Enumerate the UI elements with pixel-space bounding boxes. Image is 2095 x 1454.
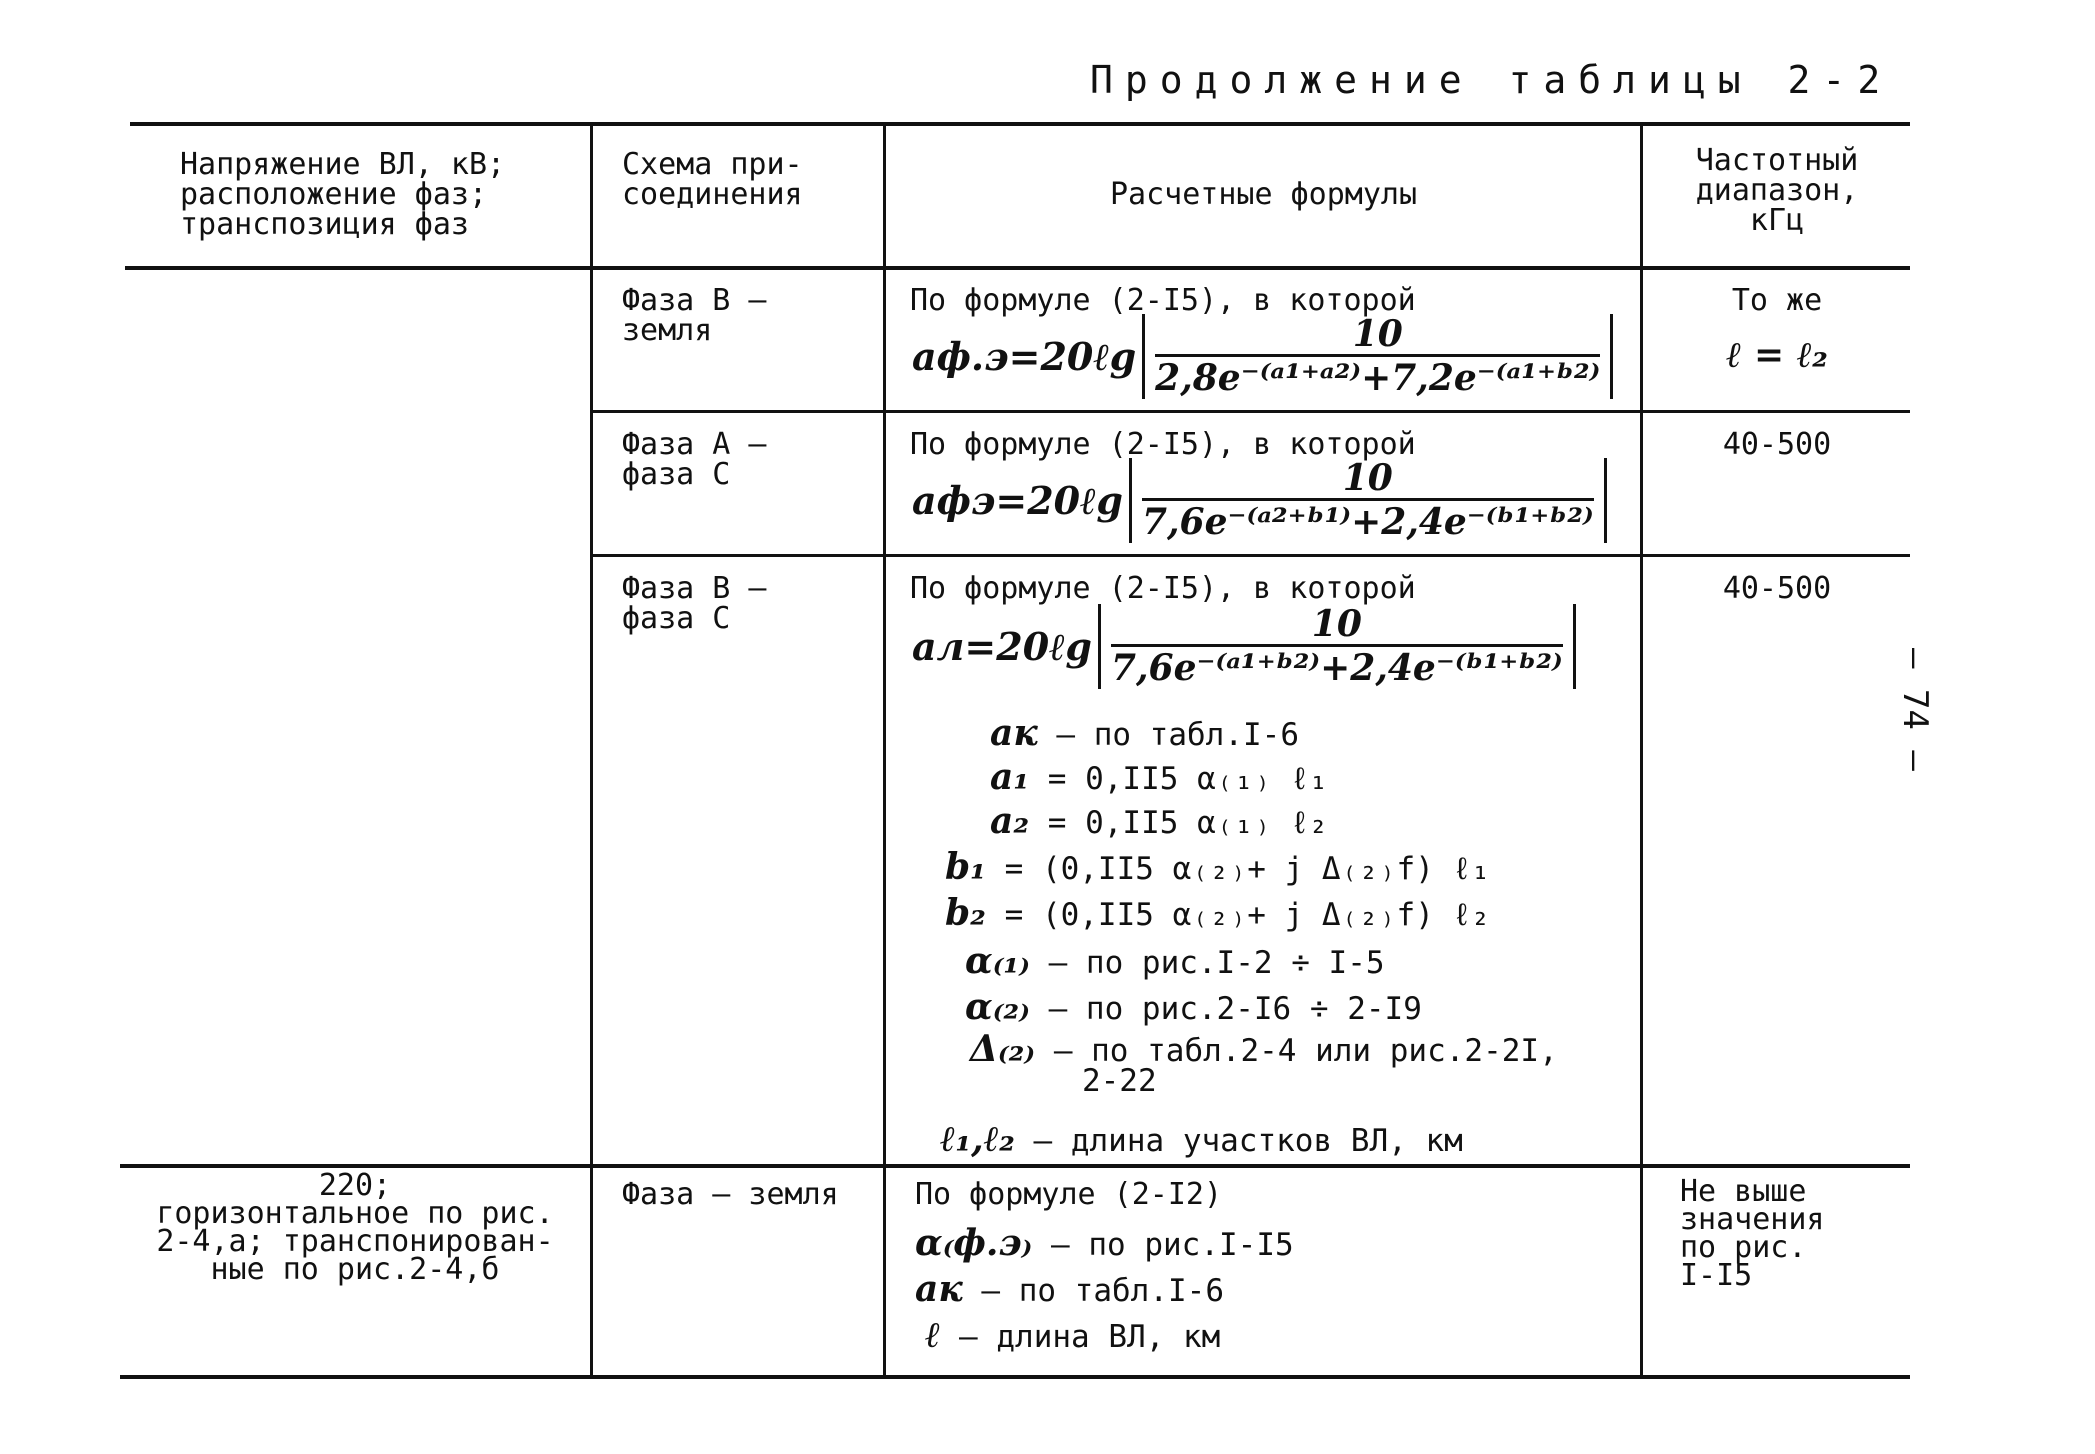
header-formulas: Расчетные формулы	[1110, 177, 1418, 212]
row4-frequency: Не выше значения по рис. I-I5	[1680, 1174, 1825, 1293]
page-number: – 74 –	[1895, 648, 1935, 771]
row3-def-alpha1: α₍₁₎ – по рис.I-2 ÷ I-5	[965, 940, 1385, 982]
row1-intro: По формуле (2-I5), в которой	[910, 283, 1416, 318]
row3-def-b2: b₂ = (0,II5 α₍₂₎+ j Δ₍₂₎f) ℓ₂	[945, 892, 1490, 934]
row3-def-lengths: ℓ₁,ℓ₂ – длина участков ВЛ, км	[940, 1118, 1463, 1160]
row3-def-a2: a₂ = 0,II5 α₍₁₎ ℓ₂	[990, 800, 1328, 842]
continuation-title: Продолжение таблицы 2-2	[1090, 58, 1893, 102]
header-voltage: Напряжение ВЛ, кВ; расположение фаз; транспозиция фаз	[180, 147, 506, 242]
row4-scheme: Фаза – земля	[622, 1177, 839, 1212]
row3-lhs: aл=20ℓg	[912, 623, 1092, 669]
row3-scheme: Фаза В – фаза С	[622, 571, 767, 636]
row1-frequency: То же	[1731, 283, 1823, 318]
row1-numerator: 10	[1155, 314, 1600, 357]
column-divider-3	[1640, 122, 1643, 1377]
row3-def-a1: a₁ = 0,II5 α₍₁₎ ℓ₁	[990, 756, 1328, 798]
row3-frequency: 40-500	[1722, 571, 1832, 606]
row1-frequency-note: ℓ = ℓ₂	[1726, 334, 1828, 376]
table-top-border	[130, 122, 1910, 126]
row1-denominator: 2,8e⁻⁽ᵃ¹⁺ᵃ²⁾+7,2e⁻⁽ᵃ¹⁺ᵇ²⁾	[1155, 357, 1601, 399]
row2-numerator: 10	[1142, 458, 1594, 501]
row3-denominator: 7,6e⁻⁽ᵃ¹⁺ᵇ²⁾+2,4e⁻⁽ᵇ¹⁺ᵇ²⁾	[1110, 647, 1563, 689]
row4-voltage: 220; горизонтальное по рис. 2-4,а; транспонирован- ные по рис.2-4,б	[156, 1168, 554, 1287]
row2-scheme: Фаза А – фаза С	[622, 427, 767, 492]
row1-fraction	[1142, 314, 1613, 399]
row1-lhs: aф.э=20ℓg	[912, 333, 1137, 379]
row4-def-alpha: α₍ф.э₎ – по рис.I-I5	[915, 1222, 1294, 1264]
row3-formula	[912, 604, 1582, 689]
row3-def-alpha2: α₍₂₎ – по рис.2-I6 ÷ 2-I9	[965, 986, 1422, 1028]
row-divider-2	[590, 554, 1910, 557]
row3-fraction	[1098, 604, 1576, 689]
header-frequency: Частотный диапазон, кГц	[1695, 143, 1859, 238]
header-scheme: Схема при- соединения	[622, 147, 803, 212]
row3-intro: По формуле (2-I5), в которой	[910, 571, 1416, 606]
row1-scheme: Фаза В – земля	[622, 283, 767, 348]
row4-intro: По формуле (2-I2)	[915, 1177, 1223, 1212]
row2-lhs: aфэ=20ℓg	[912, 477, 1123, 523]
row4-def-length: ℓ – длина ВЛ, км	[925, 1314, 1221, 1356]
row3-def-delta: Δ₍₂₎ – по табл.2-4 или рис.2-2I, 2-22	[970, 1028, 1558, 1099]
row2-formula	[912, 458, 1613, 543]
row2-frequency: 40-500	[1722, 427, 1832, 462]
row1-formula	[912, 314, 1619, 399]
row2-intro: По формуле (2-I5), в которой	[910, 427, 1416, 462]
row2-fraction	[1129, 458, 1607, 543]
column-divider-1	[590, 122, 593, 1377]
row-divider-1	[590, 410, 1910, 413]
column-divider-2	[883, 122, 886, 1377]
row3-def-ak: aк – по табл.I-6	[990, 712, 1299, 754]
row3-numerator: 10	[1111, 604, 1563, 647]
row2-denominator: 7,6e⁻⁽ᵃ²⁺ᵇ¹⁾+2,4e⁻⁽ᵇ¹⁺ᵇ²⁾	[1141, 501, 1594, 543]
row3-def-b1: b₁ = (0,II5 α₍₂₎+ j Δ₍₂₎f) ℓ₁	[945, 846, 1490, 888]
row4-def-ak: aк – по табл.I-6	[915, 1268, 1224, 1310]
